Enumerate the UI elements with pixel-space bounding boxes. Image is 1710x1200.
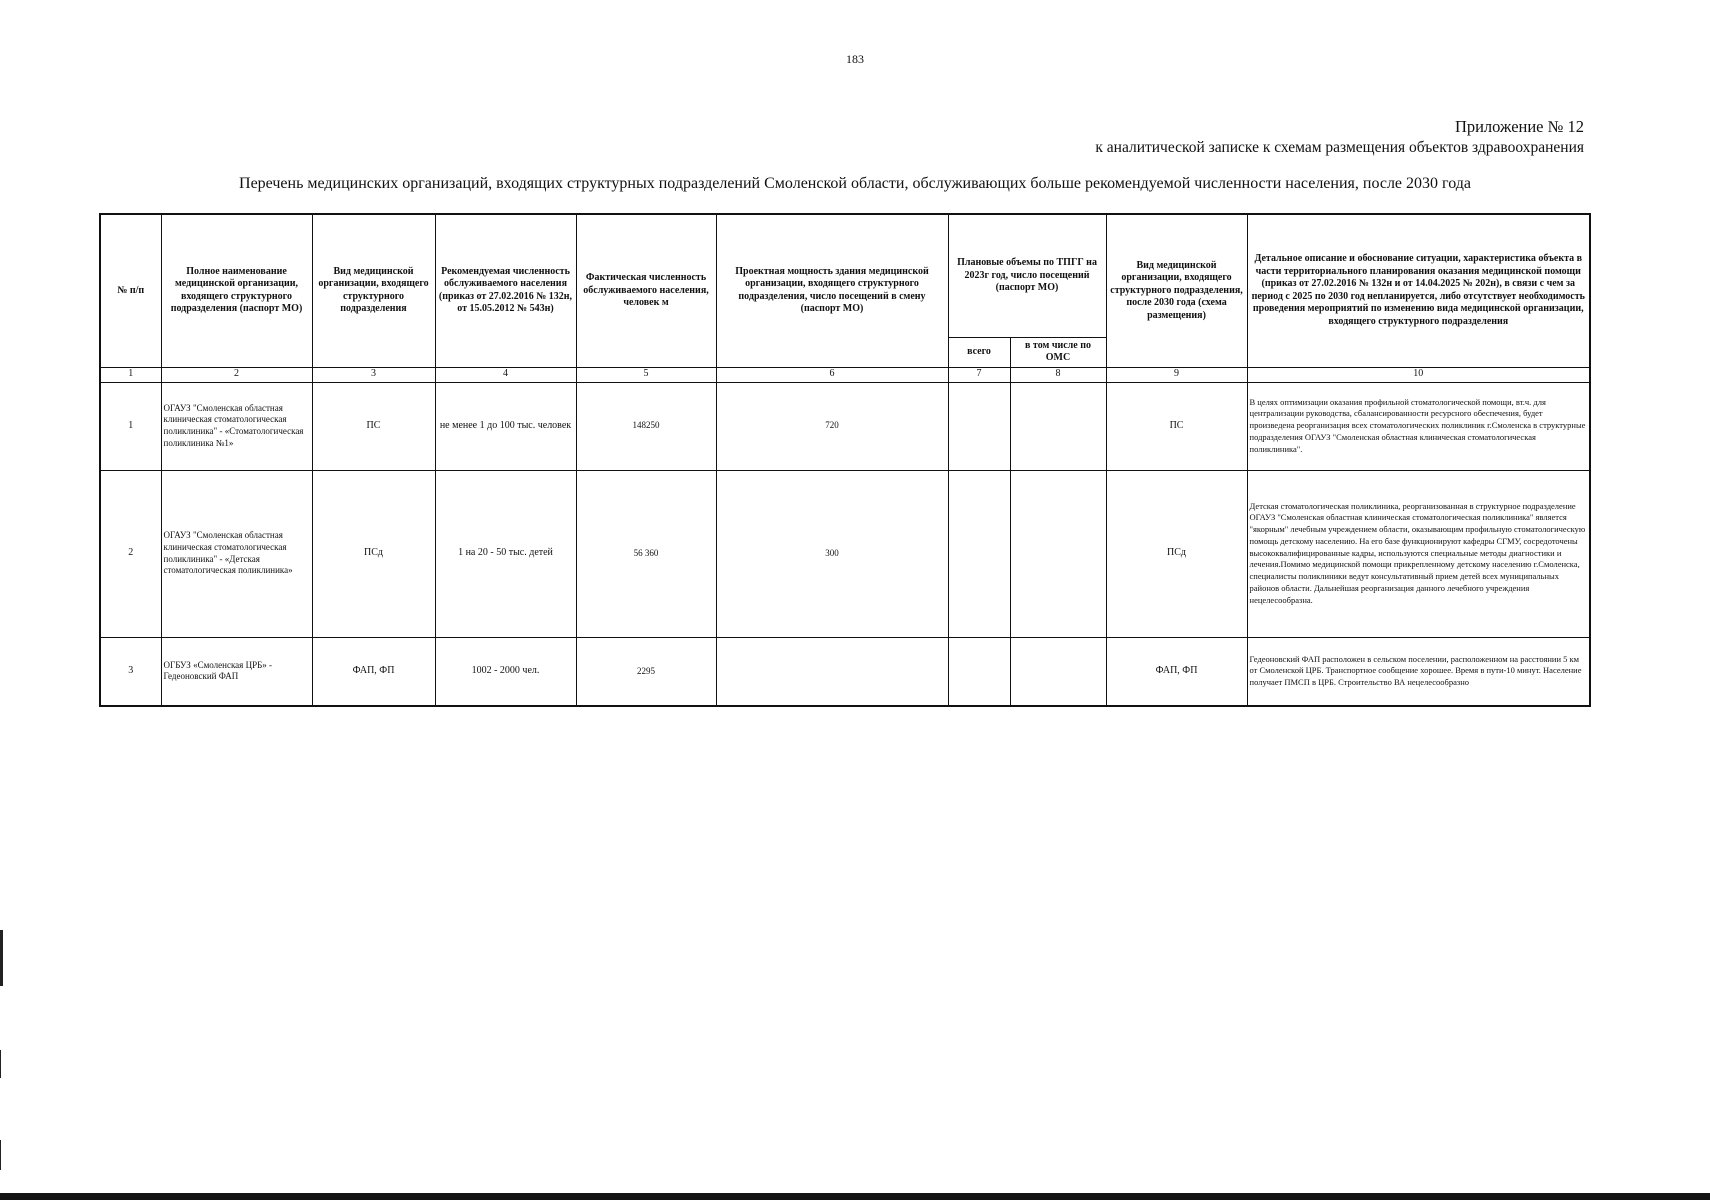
column-number: 5 — [576, 367, 716, 382]
org-name: ОГАУЗ "Смоленская областная клиническая стоматологическая поликлиника" - «Стоматологическая поликлиника №1» — [161, 382, 312, 470]
planned-oms — [1010, 637, 1106, 706]
appendix-subtitle: к аналитической записке к схемам размещения объектов здравоохранения — [1095, 139, 1584, 156]
actual-population: 2295 — [576, 637, 716, 706]
recommended-population: 1002 - 2000 чел. — [435, 637, 576, 706]
organizations-table — [99, 213, 1591, 707]
planned-total — [948, 470, 1010, 637]
column-number-row — [100, 367, 1590, 382]
org-type-after-2030: ПСд — [1106, 470, 1247, 637]
header-design-capacity: Проектная мощность здания медицинской организации, входящего структурного подразделения, число посещений в смену (паспорт МО) — [716, 214, 948, 367]
table-row — [100, 382, 1590, 470]
planned-total — [948, 382, 1010, 470]
column-number: 8 — [1010, 367, 1106, 382]
org-type: ПСд — [312, 470, 435, 637]
table-row — [100, 637, 1590, 706]
design-capacity: 300 — [716, 470, 948, 637]
page-number: 183 — [846, 52, 864, 66]
scan-edge-mark — [0, 1140, 1, 1170]
description: В целях оптимизации оказания профильной стоматологической помощи, вт.ч. для централизации руководства, сбалансированности ресурсного обеспечения, будет произведена реорганизация всех стоматологических поликлиник г.Смоленска в структурные подразделения ОГАУЗ "Смоленская областная клиническая стоматологическая поликлиника". — [1247, 382, 1590, 470]
header-description: Детальное описание и обоснование ситуации, характеристика объекта в части территориального планирования оказания медицинской помощи (приказ от 27.02.2016 № 132н и от 14.04.2025 № 202н), в связи с чем за период с 2025 по 2030 год непланируется, либо отсутствует необходимость проведения мероприятий по изменению вида медицинской организации, входящего структурного подразделения — [1247, 214, 1590, 367]
scan-edge-mark — [0, 930, 3, 986]
header-org-type: Вид медицинской организации, входящего структурного подразделения — [312, 214, 435, 367]
appendix-note — [1095, 116, 1584, 158]
column-number: 6 — [716, 367, 948, 382]
column-number: 2 — [161, 367, 312, 382]
planned-oms — [1010, 470, 1106, 637]
actual-population: 148250 — [576, 382, 716, 470]
header-number: № п/п — [100, 214, 161, 367]
row-number: 3 — [100, 637, 161, 706]
org-type-after-2030: ПС — [1106, 382, 1247, 470]
actual-population: 56 360 — [576, 470, 716, 637]
column-number: 7 — [948, 367, 1010, 382]
row-number: 1 — [100, 382, 161, 470]
org-name: ОГБУЗ «Смоленская ЦРБ» - Гедеоновский ФАП — [161, 637, 312, 706]
org-name: ОГАУЗ "Смоленская областная клиническая стоматологическая поликлиника" - «Детская стоматологическая поликлиника» — [161, 470, 312, 637]
description: Детская стоматологическая поликлиника, реорганизованная в структурное подразделение ОГАУЗ "Смоленская областная клиническая стоматологическая поликлиника" является "якорным" лечебным учреждением области, оказывающим профильную стоматологическую помощь детскому населению. На его базе функционируют кафедры СГМУ, сосредоточены высококвалифицированные кадры, используются специальные методы диагностики и лечения.Помимо медицинской помощи прикрепленному детскому населению г.Смоленска, специалисты поликлиники ведут консультативный прием детей всех муниципальных районов области. Дальнейшая реорганизация данного лечебного учреждения нецелесообразна. — [1247, 470, 1590, 637]
design-capacity: 720 — [716, 382, 948, 470]
org-type: ФАП, ФП — [312, 637, 435, 706]
header-planned-volumes: Плановые объемы по ТПГГ на 2023г год, число посещений (паспорт МО) — [948, 214, 1106, 337]
planned-total — [948, 637, 1010, 706]
header-actual-population: Фактическая численность обслуживаемого населения, человек м — [576, 214, 716, 367]
appendix-number: Приложение № 12 — [1454, 117, 1584, 136]
column-number: 3 — [312, 367, 435, 382]
recommended-population: не менее 1 до 100 тыс. человек — [435, 382, 576, 470]
header-org-type-after-2030: Вид медицинской организации, входящего структурного подразделения, после 2030 года (схема размещения) — [1106, 214, 1247, 367]
recommended-population: 1 на 20 - 50 тыс. детей — [435, 470, 576, 637]
design-capacity — [716, 637, 948, 706]
description: Гедеоновский ФАП расположен в сельском поселении, расположенном на расстоянии 5 км от Смоленской ЦРБ. Транспортное сообщение хорошее. Время в пути-10 минут. Население получает ПМСП в ЦРБ. Строительство ВА нецелесообразно — [1247, 637, 1590, 706]
document-title: Перечень медицинских организаций, входящих структурных подразделений Смоленской области, обслуживающих больше рекомендуемой численности населения, после 2030 года — [239, 175, 1471, 192]
row-number: 2 — [100, 470, 161, 637]
planned-oms — [1010, 382, 1106, 470]
org-type-after-2030: ФАП, ФП — [1106, 637, 1247, 706]
header-org-name: Полное наименование медицинской организации, входящего структурного подразделения (паспорт МО) — [161, 214, 312, 367]
header-total: всего — [948, 337, 1010, 367]
column-number: 4 — [435, 367, 576, 382]
column-number: 9 — [1106, 367, 1247, 382]
table-row — [100, 470, 1590, 637]
scan-edge-mark — [0, 1050, 1, 1078]
org-type: ПС — [312, 382, 435, 470]
column-number: 1 — [100, 367, 161, 382]
column-number: 10 — [1247, 367, 1590, 382]
header-recommended-population: Рекомендуемая численность обслуживаемого населения (приказ от 27.02.2016 № 132н, от 15.05.2012 № 543н) — [435, 214, 576, 367]
scan-bottom-edge — [0, 1193, 1710, 1200]
header-oms: в том числе по ОМС — [1010, 337, 1106, 367]
